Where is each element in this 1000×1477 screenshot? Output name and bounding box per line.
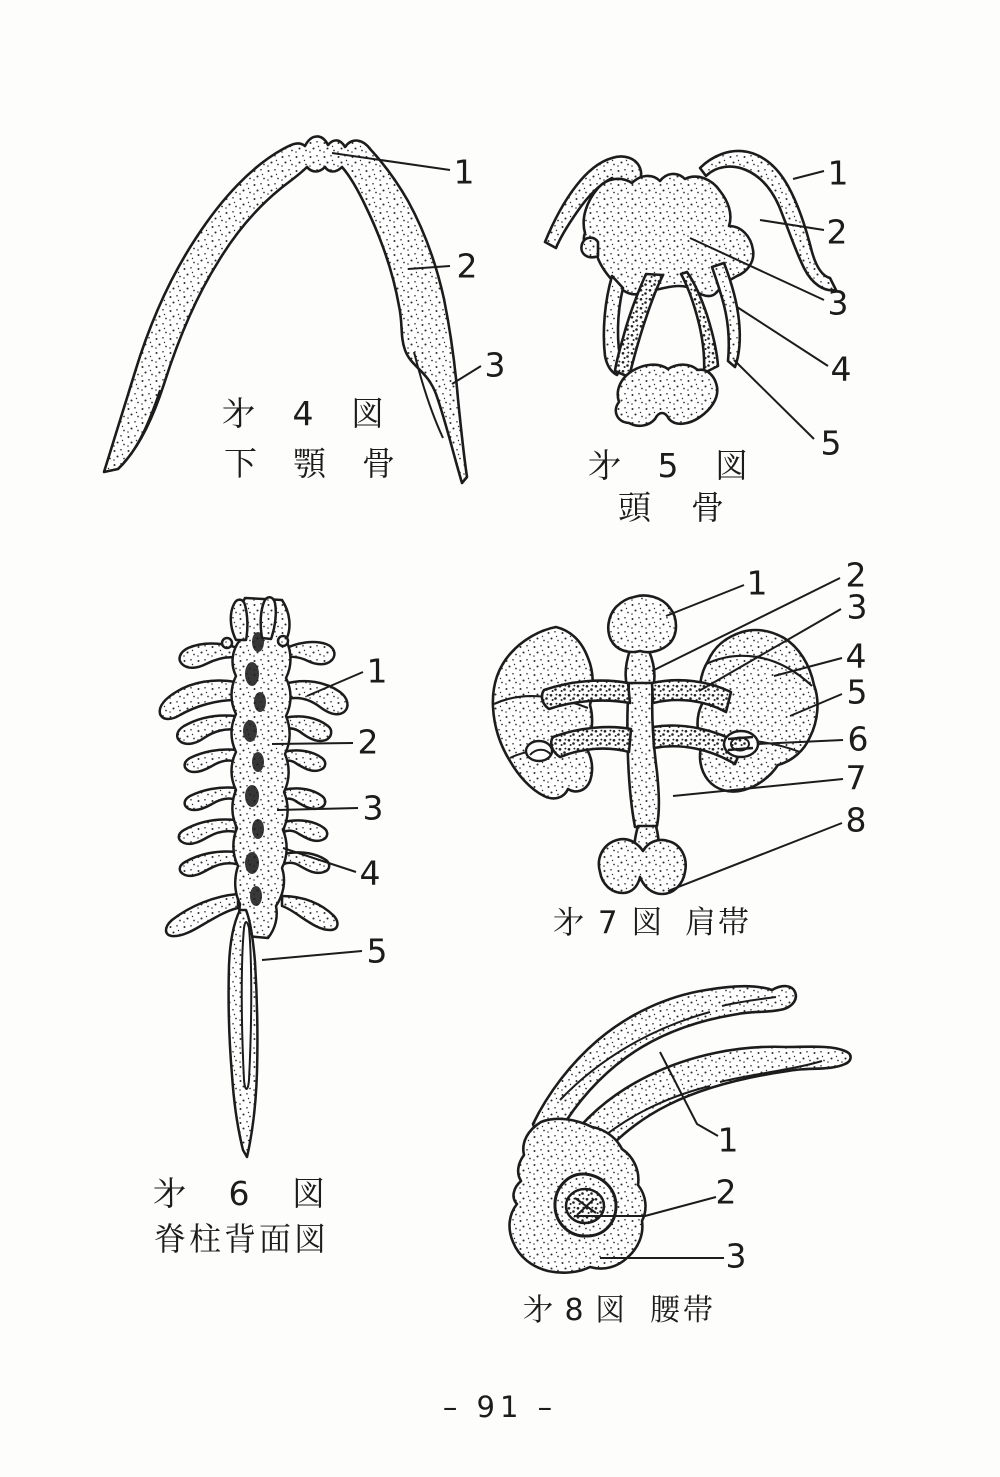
- fig8-title: 腰帯: [650, 1293, 716, 1328]
- fig5-label: 㐧 5 図: [588, 446, 748, 485]
- transverse-process: [284, 716, 331, 741]
- atlas-side-knob: [278, 636, 288, 646]
- fig8-callout-3: 3: [725, 1236, 747, 1276]
- atlas-side-knob: [222, 638, 232, 648]
- fig5-callout-4: 4: [830, 349, 852, 389]
- fig4-callout-3: 3: [484, 345, 506, 385]
- fig7-callout-1: 1: [746, 563, 768, 603]
- sacral-process: [166, 894, 238, 936]
- transverse-process: [179, 819, 236, 843]
- right-suprascapula-fan: [698, 630, 818, 792]
- fig4-callout-2: 2: [456, 246, 478, 286]
- leader-line: [666, 585, 744, 616]
- fig7-callout-2: 2: [845, 555, 867, 595]
- fig5-title: 頭骨: [618, 488, 764, 527]
- fig7-callout-6: 6: [847, 719, 869, 759]
- atlas-horn: [261, 597, 276, 639]
- fig7-callout-5: 5: [846, 672, 868, 712]
- transverse-process: [160, 680, 236, 719]
- leader-line: [277, 808, 358, 810]
- fig4-callout-1: 1: [453, 152, 475, 192]
- page-number: – 91 –: [442, 1390, 558, 1424]
- fig7-callout-7: 7: [845, 758, 867, 798]
- fig7-callout-4: 4: [845, 636, 867, 676]
- skull-left-wing-spur: [581, 238, 598, 258]
- fig5-callout-5: 5: [820, 423, 842, 463]
- fig7-callout-8: 8: [845, 800, 867, 840]
- leader-line: [734, 360, 814, 439]
- transverse-process: [185, 749, 237, 772]
- leader-line: [272, 743, 353, 744]
- episternum-cap: [608, 595, 676, 652]
- sacral-process: [282, 896, 337, 930]
- transverse-process: [284, 820, 327, 841]
- leader-line: [262, 951, 362, 960]
- fig6-spine-drawing: [160, 597, 363, 1157]
- fig7-title: 肩帯: [685, 905, 751, 941]
- transverse-process: [177, 715, 236, 743]
- fig7-callout-3: 3: [846, 587, 868, 627]
- fig7-shoulder-girdle-drawing: [493, 578, 843, 894]
- fig8-callout-2: 2: [715, 1172, 737, 1212]
- fig7-label: 㐧 7 図: [553, 905, 663, 941]
- leader-line: [737, 307, 828, 366]
- fig6-label: 㐧 6 図: [153, 1174, 325, 1213]
- fig6-callout-2: 2: [357, 722, 379, 762]
- skull-lower-jaw-mass: [616, 365, 717, 426]
- leader-line: [793, 171, 824, 179]
- fig8-label: 㐧 8 図: [523, 1293, 626, 1328]
- fig8-callout-1: 1: [717, 1120, 739, 1160]
- fig6-callout-1: 1: [366, 651, 388, 691]
- fig6-callout-3: 3: [362, 788, 384, 828]
- fig8-pelvic-girdle-drawing: [510, 986, 851, 1276]
- transverse-process: [185, 787, 237, 810]
- fig5-skull-drawing: [545, 151, 836, 439]
- urostyle-groove: [242, 922, 252, 1089]
- sternum-column: [627, 683, 659, 827]
- transverse-process: [283, 788, 325, 809]
- fig5-callout-2: 2: [826, 212, 848, 252]
- fig6-callout-4: 4: [359, 853, 381, 893]
- fig6-title: 脊柱背面図: [154, 1220, 330, 1258]
- left-suprascapula-fan: [493, 627, 593, 798]
- transverse-process: [180, 851, 236, 875]
- fig6-callout-5: 5: [366, 931, 388, 971]
- fig5-callout-1: 1: [827, 153, 849, 193]
- atlas-horn: [231, 600, 248, 640]
- fig5-callout-3: 3: [827, 283, 849, 323]
- leader-line: [668, 823, 842, 891]
- fig4-label: 㐧 4 図: [222, 394, 384, 433]
- transverse-process: [284, 681, 347, 714]
- fig4-title: 下顎骨: [224, 444, 431, 483]
